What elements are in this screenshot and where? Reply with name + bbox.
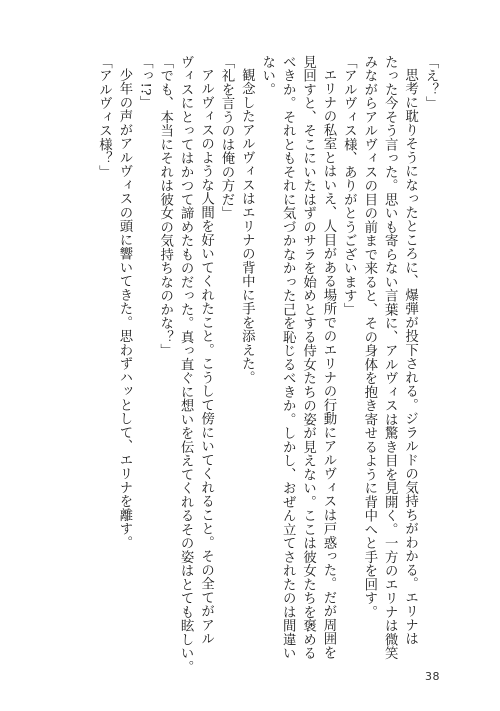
text-line: 「アルヴィス様、ありがとうございます」	[341, 55, 357, 317]
text-line: ヴィスにとってはかつて諦めたものだった。真っ直ぐに想いを伝えてくれるその姿はとても眩しい。	[178, 55, 194, 674]
text-line: 「っ!?」	[137, 55, 153, 110]
text-line: 「でも、本当にそれは彼女の気持ちなのかな？」	[157, 55, 173, 358]
text-line: アルヴィスのような人間を好いてくれたこと。こうして傍にいてくれること。その全てがアル	[198, 68, 214, 646]
text-line: 「え？」	[423, 55, 438, 110]
text-line: 見回すと、そこにいたはずのサラを始めとする侍女たちの姿が見えない。ここは彼女たちを褒める	[300, 55, 316, 660]
text-line: べきか。それともそれに気づかなかった己を恥じるべきか。しかし、おぜん立てされたのは間違い	[280, 55, 296, 660]
text-line: 「アルヴィス様？」	[96, 55, 112, 179]
text-line: 「礼を言うのは俺の方だ」	[218, 55, 234, 220]
text-line: みながらアルヴィスの目の前まで来ると、その身体を抱き寄せるように背中へと手を回す。	[361, 55, 377, 619]
text-line: たった今そう言った。思いも寄らない言葉に、アルヴィスは驚き目を見開く。一方のエリナは微笑	[382, 55, 398, 660]
text-line: 思考に耽りそうになったところに、爆弾が投下される。ジラルドの気持ちがわかる。エリナは	[402, 68, 418, 646]
text-line: 観念したアルヴィスはエリナの背中に手を添えた。	[239, 68, 255, 385]
text-line: 少年の声がアルヴィスの頭に響いてきた。思わずハッとして、エリナを離す。	[116, 68, 132, 550]
page-number: 38	[425, 670, 440, 683]
text-line: ない。	[259, 55, 275, 97]
vertical-text-body	[55, 55, 440, 674]
text-line: エリナの私室とはいえ、人目がある場所でのエリナの行動にアルヴィスは戸惑った。だが周囲を	[320, 68, 336, 660]
